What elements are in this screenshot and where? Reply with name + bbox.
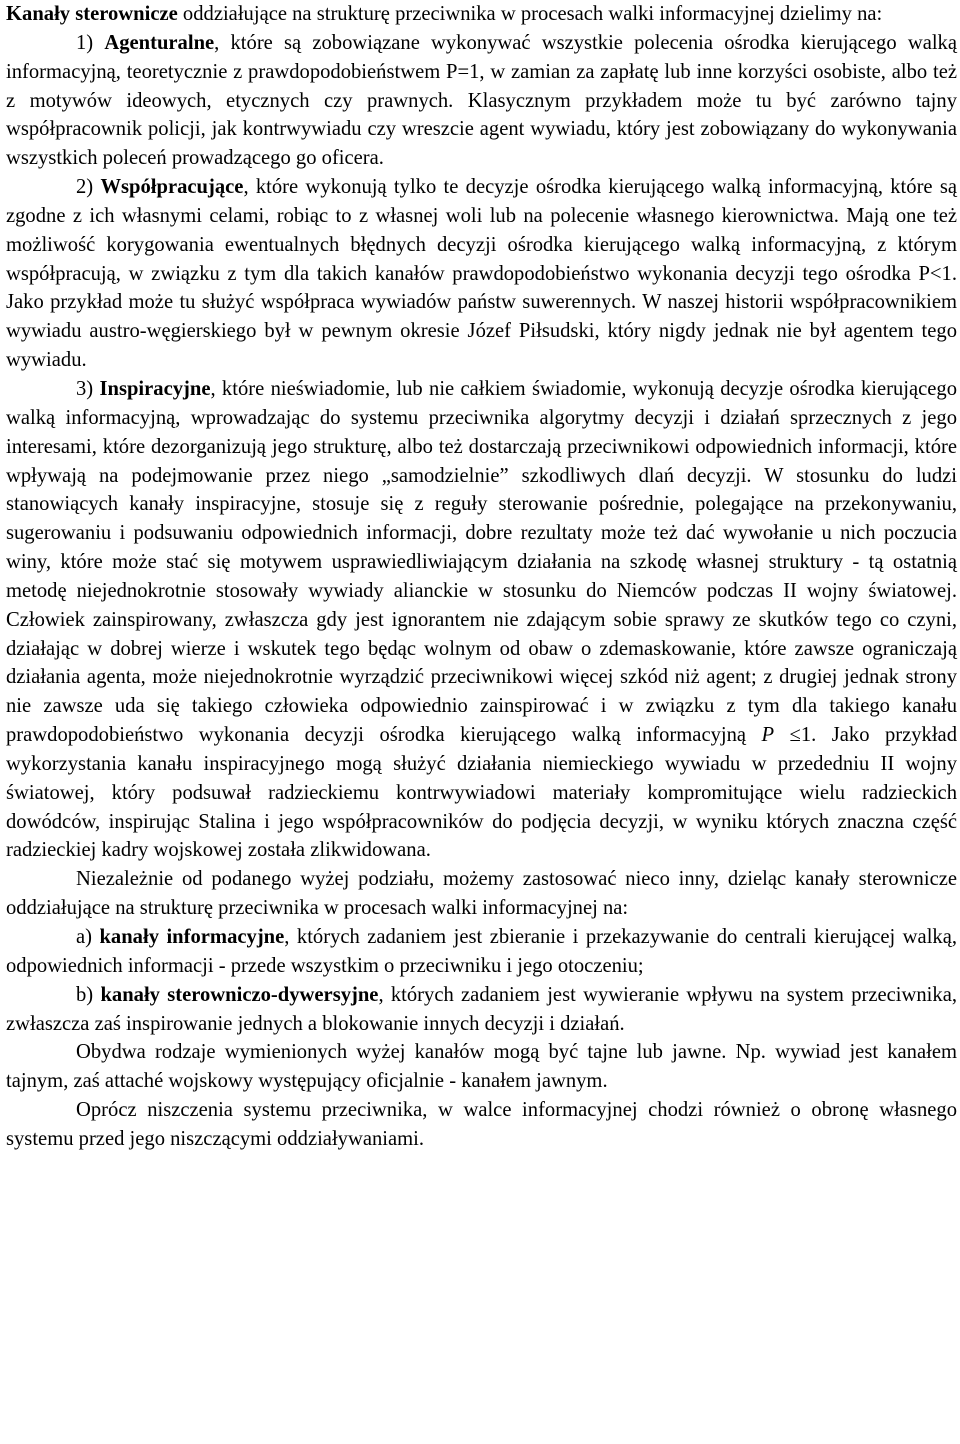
paragraph-intro	[6, 0, 957, 29]
paragraph-inspiracyjne	[6, 375, 957, 865]
paragraph-both-types	[6, 1038, 957, 1096]
paragraph-text: , których zadaniem jest wywieranie wpływu na system przeciwnika, zwłaszcza zaś inspirowanie jednych a blokowanie innych decyzji i działań.	[6, 983, 957, 1035]
paragraph-text: , których zadaniem jest zbieranie i przekazywanie do centrali kierującej walką, odpowiednich informacji - przede wszystkim o przeciwniku i jego otoczeniu;	[6, 926, 957, 977]
paragraph-alternative-division	[6, 865, 957, 923]
paragraph-text: Oprócz niszczenia systemu przeciwnika, w walce informacyjnej chodzi również o obronę własnego systemu przed jego niszczącymi oddziaływaniami.	[6, 1099, 957, 1150]
paragraph-text: , które są zobowiązane wykonywać wszystkie polecenia ośrodka kierującego walką informacyjną, teoretycznie z prawdopodobieństwem P=1, w zamian za zapłatę lub inne korzyści osobiste, albo też z motywów ideowych, etycznych czy prawnych. Klasycznym przykładem może tu być zarówno tajny współpracownik policji, jak kontrwywiadu czy wreszcie agent wywiadu, który jest zobowiązany do wykonywania wszystkich poleceń prowadzącego go oficera.	[6, 31, 957, 170]
list-marker: a)	[76, 926, 100, 948]
paragraph-text: , które wykonują tylko te decyzje ośrodka kierującego walką informacyjną, które są zgodne z ich własnymi celami, robiąc to z własnej woli lub na polecenie własnego kierownictwa. Mają one też możliwość korygowania ewentualnych błędnych decyzji ośrodka kierującego walką informacyjną, z którym współpracują, w związku z tym dla takich kanałów prawdopodobieństwo wykonania decyzji tego ośrodka P<1. Jako przykład może tu służyć współpraca wywiadów państw suwerennych. W naszej historii współpracownikiem wywiadu austro-węgierskiego był w pewnym okresie Józef Piłsudski, który nigdy jednak nie był agentem tego wywiadu.	[6, 176, 957, 372]
term-inspiracyjne: Inspiracyjne	[99, 377, 211, 400]
term-kanaly-informacyjne: kanały informacyjne	[99, 926, 285, 948]
list-marker: b)	[76, 983, 101, 1006]
paragraph-text: oddziałujące na strukturę przeciwnika w procesach walki informacyjnej dzielimy na:	[177, 3, 883, 25]
term-kanaly-sterowniczo-dywersyjne: kanały sterowniczo-dywersyjne	[100, 983, 379, 1006]
term-agenturalne: Agenturalne	[104, 31, 215, 54]
list-marker: 1)	[76, 31, 105, 54]
paragraph-text: Obydwa rodzaje wymienionych wyżej kanałów mogą być tajne lub jawne. Np. wywiad jest kanałem tajnym, zaś attaché wojskowy występujący oficjalnie - kanałem jawnym.	[6, 1041, 957, 1093]
paragraph-text: , które nieświadomie, lub nie całkiem świadomie, wykonują decyzje ośrodka kierującego walką informacyjną, wprowadzając do systemu przeciwnika algorytmy decyzji i działań sprzecznych z jego interesami, które dezorganizują jego strukturę, albo też dostarczają przeciwnikowi odpowiednich informacji, które wpływają na podejmowanie przez niego „samodzielnie” szkodliwych dlań decyzji. W stosunku do ludzi stanowiących kanały inspiracyjne, stosuje się z reguły sterowanie pośrednie, polegające na przekonywaniu, sugerowaniu i podsuwaniu odpowiednich informacji, dobre rezultaty może też dać wywołanie u nich poczucia winy, które może stać się motywem usprawiedliwiającym działania na szkodę własnej struktury - tą ostatnią metodę niejednokrotnie stosowały wywiady alianckie w stosunku do Niemców podczas II wojny światowej. Człowiek zainspirowany, zwłaszcza gdy jest ignorantem nie zdającym sobie sprawy ze skutków tego co czyni, działając w dobrej wierze i wskutek tego będąc wolnym od obaw o zdemaskowanie, które zawsze ograniczają działania agenta, może niejednokrotnie wyrządzić przeciwnikowi więcej szkód niż agent; z drugiej jednak strony nie zawsze uda się takiego człowieka odpowiednio zainspirować i w związku z tym dla takiego kanału prawdopodobieństwo wykonania decyzji ośrodka kierującego walką informacyjną	[6, 377, 957, 747]
list-marker: 2)	[76, 176, 101, 199]
math-inequality: ≤1.	[774, 724, 817, 747]
list-marker: 3)	[76, 377, 100, 400]
paragraph-kanaly-sterowniczo-dywersyjne	[6, 981, 957, 1039]
paragraph-wspolpracujace	[6, 173, 957, 375]
paragraph-defense	[6, 1096, 957, 1154]
paragraph-kanaly-informacyjne	[6, 923, 957, 981]
math-variable-p: P	[761, 724, 775, 747]
paragraph-text-continued: Jako przykład wykorzystania kanału inspiracyjnego mogą służyć działania niemieckiego wywiadu w przededniu II wojny światowej, który podsuwał radzieckiemu kontrwywiadowi materiały kompromitujące wielu radzieckich dowódców, inspirując Stalina i jego współpracowników do podjęcia decyzji, w wyniku których znaczna część radzieckiej kadry wojskowej została zlikwidowana.	[6, 724, 957, 862]
paragraph-text: Niezależnie od podanego wyżej podziału, możemy zastosować nieco inny, dzieląc kanały sterownicze oddziałujące na strukturę przeciwnika w procesach walki informacyjnej na:	[6, 868, 957, 920]
term-wspolpracujace: Współpracujące	[100, 176, 244, 199]
paragraph-agenturalne	[6, 29, 957, 173]
term-control-channels: Kanały sterownicze	[6, 3, 178, 25]
